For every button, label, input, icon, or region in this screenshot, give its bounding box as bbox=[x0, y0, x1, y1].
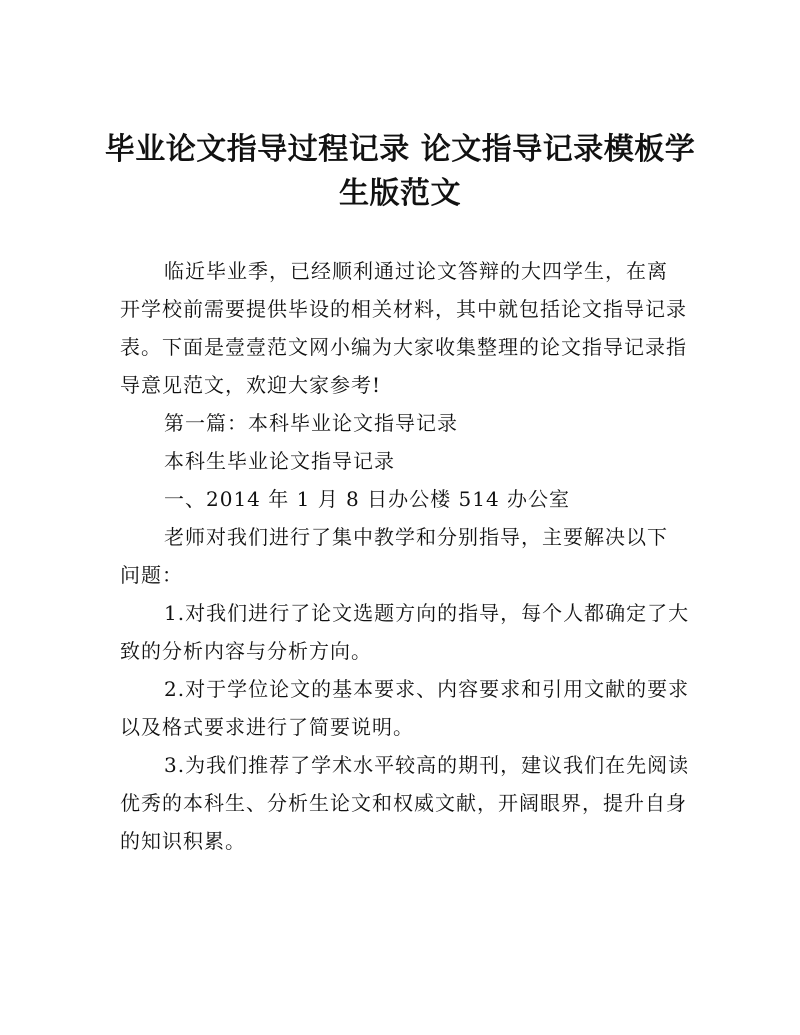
text-line: 临近毕业季，已经顺利通过论文答辩的大四学生，在离 bbox=[164, 259, 668, 283]
list-item-line: 2.对于学位论文的基本要求、内容要求和引用文献的要求 bbox=[164, 677, 690, 701]
paragraph-part-heading bbox=[120, 404, 685, 442]
list-item-line: 3.为我们推荐了学术水平较高的期刊，建议我们在先阅读 bbox=[164, 753, 690, 777]
text-line: 问题： bbox=[120, 563, 183, 587]
list-item-line: 以及格式要求进行了简要说明。 bbox=[120, 715, 414, 739]
text-line: 表。下面是壹壹范文网小编为大家收集整理的论文指导记录指 bbox=[120, 335, 687, 359]
meeting-date-line: 一、2014 年 1 月 8 日办公楼 514 办公室 bbox=[164, 487, 571, 511]
document-title-line: 生版范文 bbox=[339, 176, 461, 211]
text-line: 开学校前需要提供毕设的相关材料，其中就包括论文指导记录 bbox=[120, 297, 687, 321]
document-title bbox=[96, 128, 704, 216]
list-item-line: 优秀的本科生、分析生论文和权威文献，开阔眼界，提升自身 bbox=[120, 791, 687, 815]
paragraph-meeting-date bbox=[120, 480, 685, 518]
paragraph-record-heading bbox=[120, 442, 685, 480]
document-body bbox=[120, 252, 690, 860]
text-line: 老师对我们进行了集中教学和分别指导，主要解决以下 bbox=[164, 525, 668, 549]
subsection-heading: 本科生毕业论文指导记录 bbox=[164, 449, 395, 473]
paragraph-item-1 bbox=[120, 594, 690, 670]
paragraph-guidance-summary bbox=[120, 518, 685, 594]
section-heading: 第一篇：本科毕业论文指导记录 bbox=[164, 411, 458, 435]
paragraph-intro bbox=[120, 252, 685, 404]
list-item-line: 的知识积累。 bbox=[120, 829, 246, 853]
document-title-line: 毕业论文指导过程记录 论文指导记录模板学 bbox=[104, 132, 696, 167]
paragraph-item-3 bbox=[120, 746, 690, 860]
paragraph-item-2 bbox=[120, 670, 690, 746]
list-item-line: 1.对我们进行了论文选题方向的指导，每个人都确定了大 bbox=[164, 601, 690, 625]
text-line: 导意见范文，欢迎大家参考! bbox=[120, 373, 382, 397]
list-item-line: 致的分析内容与分析方向。 bbox=[120, 639, 372, 663]
